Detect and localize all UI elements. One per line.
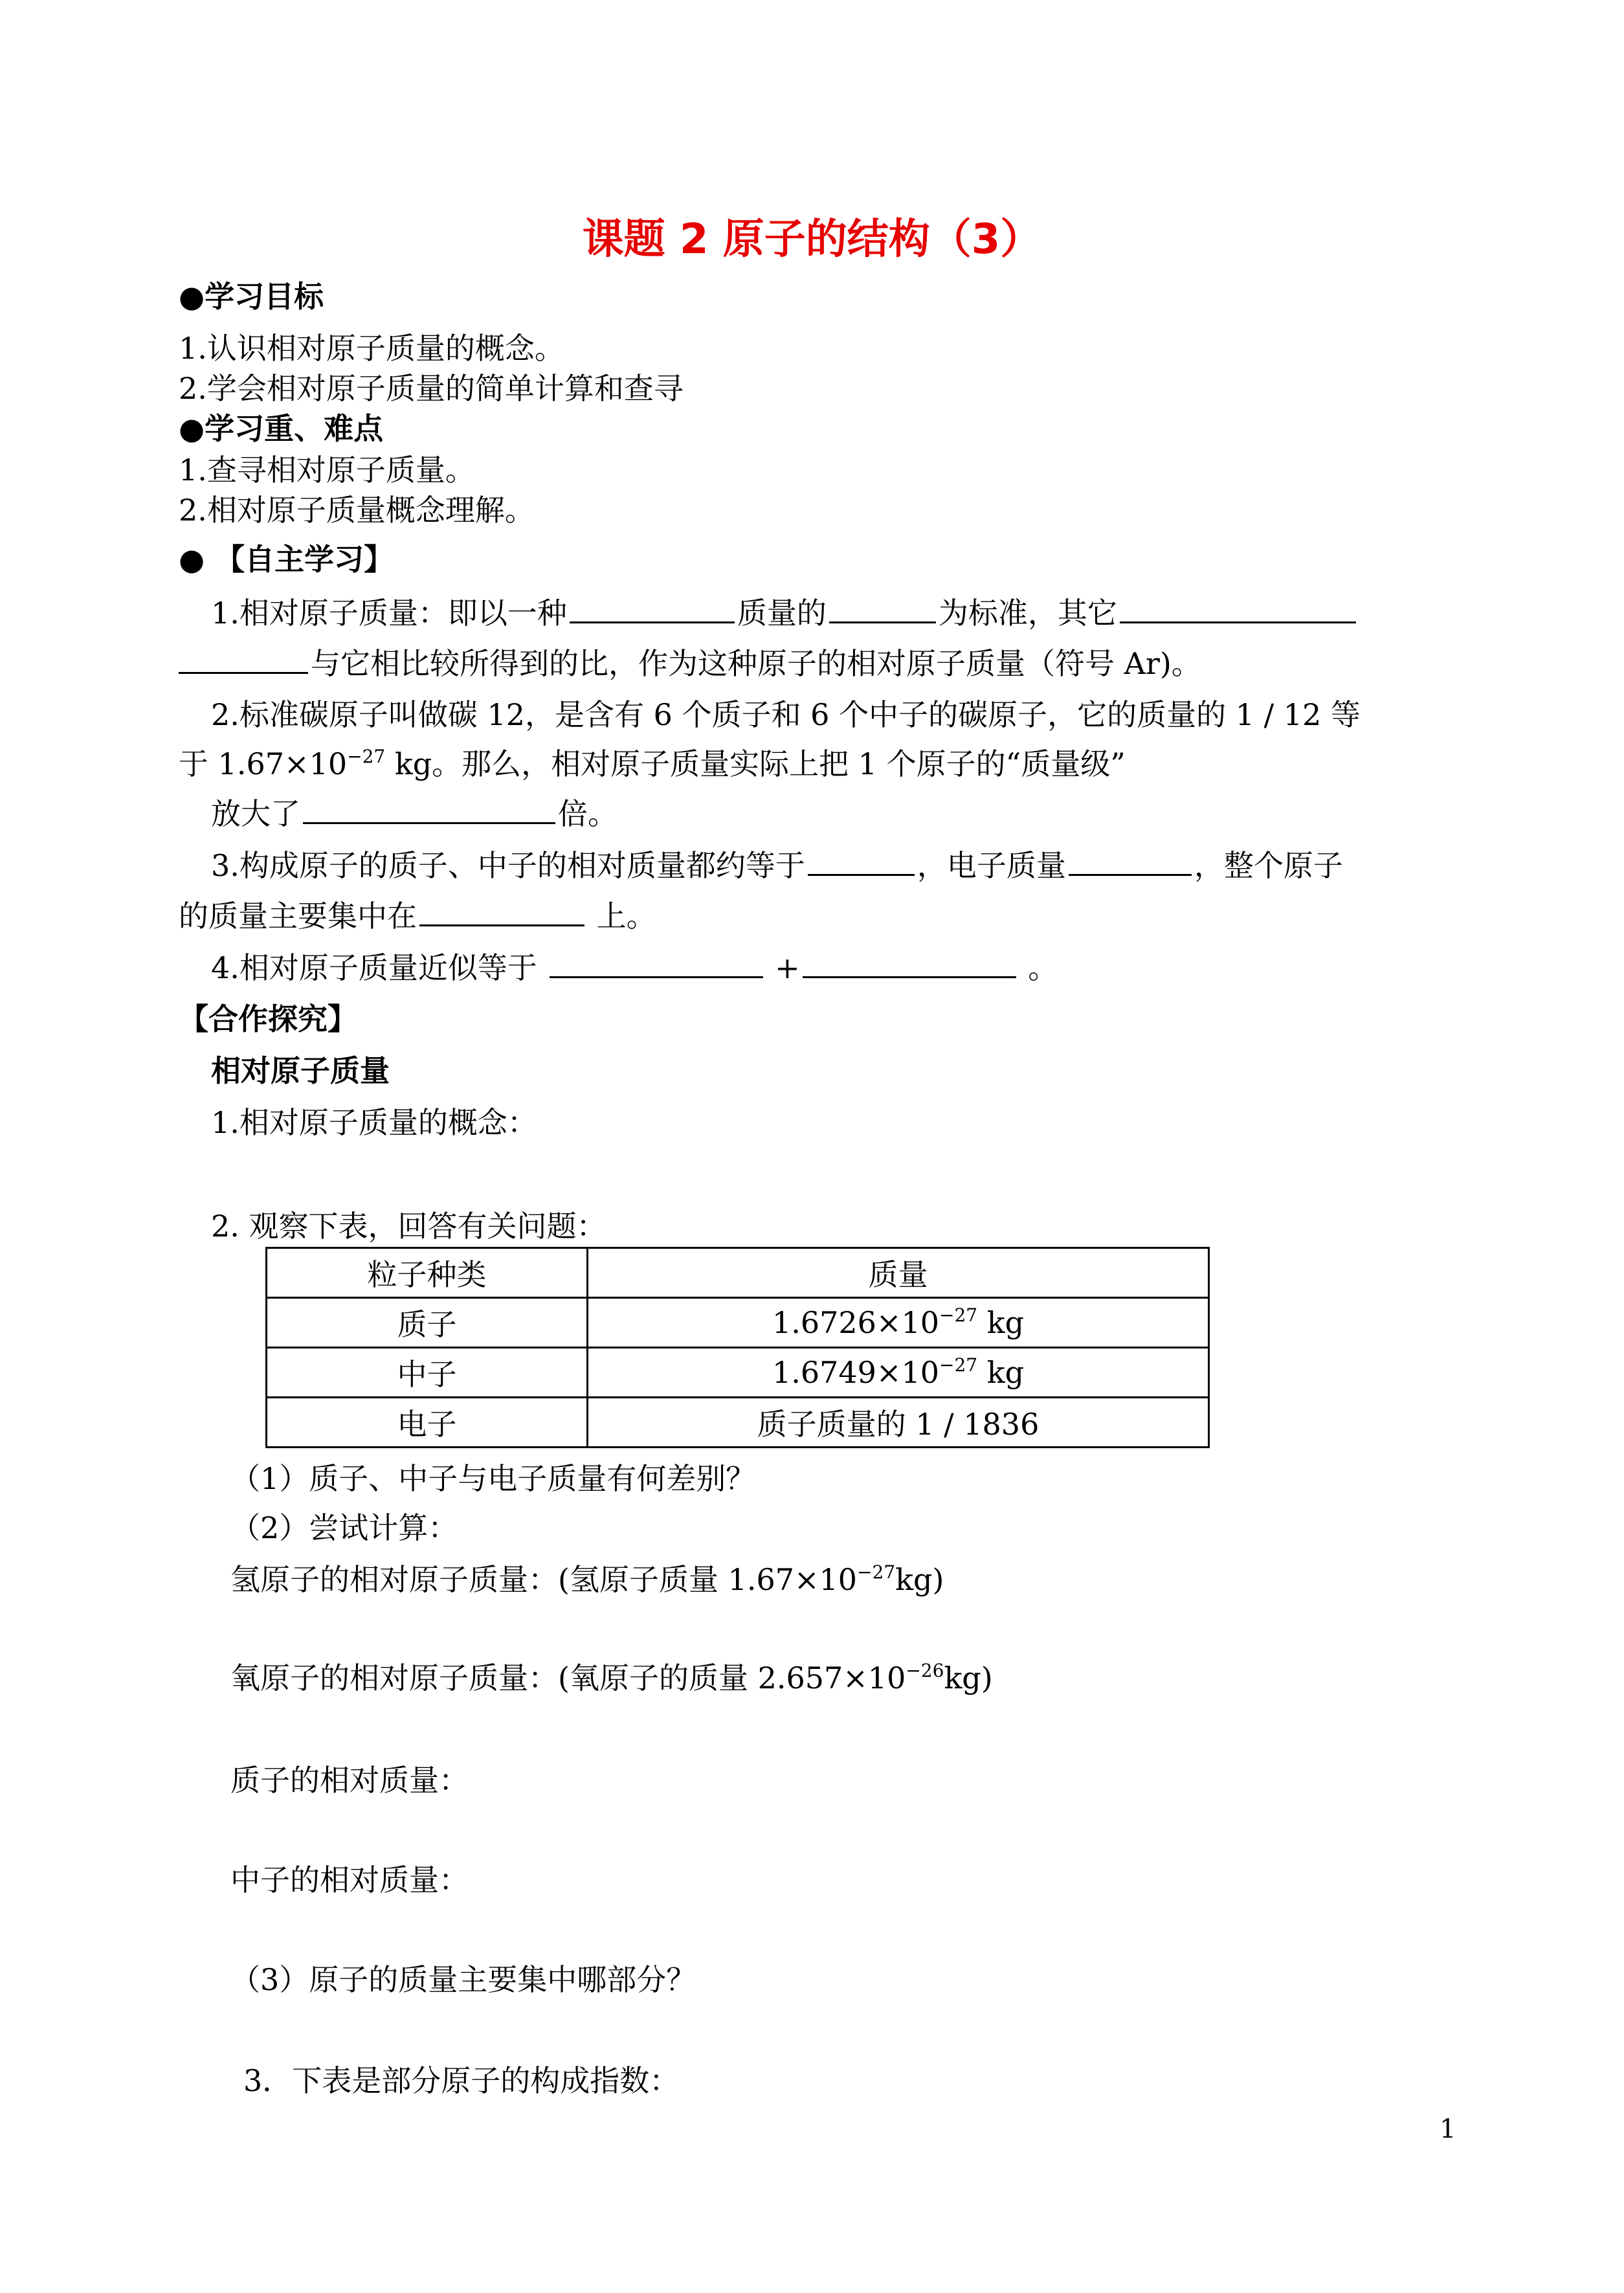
hydrogen-calc bbox=[230, 1560, 944, 1599]
q3-text-c: ，整个原子 bbox=[1194, 848, 1343, 883]
q1-text-d: 与它相比较所得到的比，作为这种原子的相对原子质量（符号 Ar)。 bbox=[311, 646, 1201, 681]
table-cell-mass bbox=[588, 1348, 1209, 1398]
cooperative-subheading: 相对原子质量 bbox=[211, 1053, 390, 1088]
q1-text-c: 为标准，其它 bbox=[938, 596, 1117, 631]
oxygen-exponent: −26 bbox=[906, 1660, 944, 1681]
table-cell-particle: 电子 bbox=[267, 1398, 588, 1448]
goal-item-2: 2.学会相对原子质量的简单计算和查寻 bbox=[179, 371, 684, 406]
key-point-2: 2.相对原子质量概念理解。 bbox=[179, 493, 535, 528]
q4-blank-1[interactable] bbox=[550, 948, 763, 978]
goal-item-1: 1.认识相对原子质量的概念。 bbox=[179, 331, 564, 366]
hydrogen-text-b: kg) bbox=[895, 1562, 944, 1597]
q2-blank[interactable] bbox=[303, 794, 555, 824]
self-study-q3-line2 bbox=[179, 896, 656, 935]
self-study-q3-line1 bbox=[211, 845, 1343, 885]
table-row bbox=[267, 1398, 1209, 1448]
q2-text-c: 放大了 bbox=[211, 796, 300, 831]
q1-blank-1[interactable] bbox=[570, 593, 735, 623]
cooperative-sub3: （3）原子的质量主要集中哪部分？ bbox=[230, 1962, 696, 1997]
proton-relative-mass: 质子的相对质量： bbox=[230, 1763, 469, 1798]
table-header-cell: 质量 bbox=[588, 1248, 1209, 1298]
mass-exponent: −27 bbox=[939, 1304, 978, 1326]
particle-mass-table bbox=[265, 1247, 1210, 1448]
q3-text-a: 3.构成原子的质子、中子的相对质量都约等于 bbox=[211, 848, 805, 883]
page-title: 课题 2 原子的结构（3） bbox=[582, 216, 1042, 263]
mass-exponent: −27 bbox=[939, 1354, 978, 1376]
page-number: 1 bbox=[1440, 2114, 1456, 2144]
q2-text-a: 于 1.67×10 bbox=[179, 746, 348, 781]
q3-text-b: ，电子质量 bbox=[917, 848, 1066, 883]
q2-text-d: 倍。 bbox=[558, 796, 617, 831]
neutron-relative-mass: 中子的相对质量： bbox=[230, 1862, 469, 1897]
oxygen-calc bbox=[230, 1659, 993, 1697]
oxygen-text-a: 氧原子的相对原子质量：(氧原子的质量 2.657×10 bbox=[230, 1661, 906, 1695]
cooperative-heading: 【合作探究】 bbox=[179, 1001, 357, 1036]
table-row bbox=[267, 1348, 1209, 1398]
mass-unit: kg bbox=[977, 1355, 1025, 1390]
cooperative-q1: 1.相对原子质量的概念： bbox=[211, 1105, 537, 1140]
q3-text-d: 的质量主要集中在 bbox=[179, 899, 417, 934]
q1-blank-3[interactable] bbox=[1120, 593, 1356, 623]
self-study-q2-line3 bbox=[211, 794, 617, 833]
table-cell-mass bbox=[588, 1298, 1209, 1348]
q4-text-c: 。 bbox=[1018, 950, 1058, 985]
table-row bbox=[267, 1298, 1209, 1348]
q1-blank-4[interactable] bbox=[179, 643, 308, 674]
q1-text-b: 质量的 bbox=[737, 596, 827, 631]
mass-base: 1.6749×10 bbox=[772, 1355, 939, 1390]
self-study-q1-line2 bbox=[179, 643, 1201, 683]
hydrogen-exponent: −27 bbox=[857, 1561, 896, 1583]
q4-text-a: 4.相对原子质量近似等于 bbox=[211, 950, 547, 985]
table-cell-particle: 质子 bbox=[267, 1298, 588, 1348]
goals-heading: ●学习目标 bbox=[179, 279, 324, 314]
oxygen-text-b: kg) bbox=[944, 1661, 993, 1695]
cooperative-q3: 3．下表是部分原子的构成指数： bbox=[243, 2063, 680, 2098]
key-point-1: 1.查寻相对原子质量。 bbox=[179, 453, 475, 487]
q2-text-b: kg。那么，相对原子质量实际上把 1 个原子的“质量级” bbox=[385, 746, 1126, 781]
mass-base: 1.6726×10 bbox=[772, 1305, 939, 1340]
mass-unit: kg bbox=[977, 1305, 1025, 1340]
self-study-q2-line1: 2.标准碳原子叫做碳 12，是含有 6 个质子和 6 个中子的碳原子，它的质量的 1 / 12 等 bbox=[211, 697, 1361, 732]
q1-text-a: 1.相对原子质量：即以一种 bbox=[211, 596, 567, 631]
self-study-q4 bbox=[211, 948, 1058, 987]
table-cell-particle: 中子 bbox=[267, 1348, 588, 1398]
q2-exponent: −27 bbox=[347, 746, 386, 767]
cooperative-sub2: （2）尝试计算： bbox=[230, 1510, 458, 1545]
q4-blank-2[interactable] bbox=[803, 948, 1016, 978]
self-study-q2-line2 bbox=[179, 744, 1126, 783]
q3-text-e: 上。 bbox=[587, 899, 656, 934]
self-study-heading: ● 【自主学习】 bbox=[179, 542, 394, 577]
key-points-heading: ●学习重、难点 bbox=[179, 411, 384, 446]
table-header-row bbox=[267, 1248, 1209, 1298]
cooperative-sub1: （1）质子、中子与电子质量有何差别？ bbox=[230, 1461, 756, 1496]
self-study-q1-line1 bbox=[211, 593, 1359, 632]
table-header-cell: 粒子种类 bbox=[267, 1248, 588, 1298]
q3-blank-2[interactable] bbox=[1069, 845, 1192, 876]
q4-text-b: + bbox=[765, 950, 800, 985]
q3-blank-3[interactable] bbox=[419, 896, 584, 926]
hydrogen-text-a: 氢原子的相对原子质量：(氢原子质量 1.67×10 bbox=[230, 1562, 858, 1597]
q1-blank-2[interactable] bbox=[829, 593, 936, 623]
table-cell-mass: 质子质量的 1 / 1836 bbox=[588, 1398, 1209, 1448]
cooperative-q2: 2. 观察下表，回答有关问题： bbox=[211, 1209, 606, 1244]
q3-blank-1[interactable] bbox=[808, 845, 915, 876]
